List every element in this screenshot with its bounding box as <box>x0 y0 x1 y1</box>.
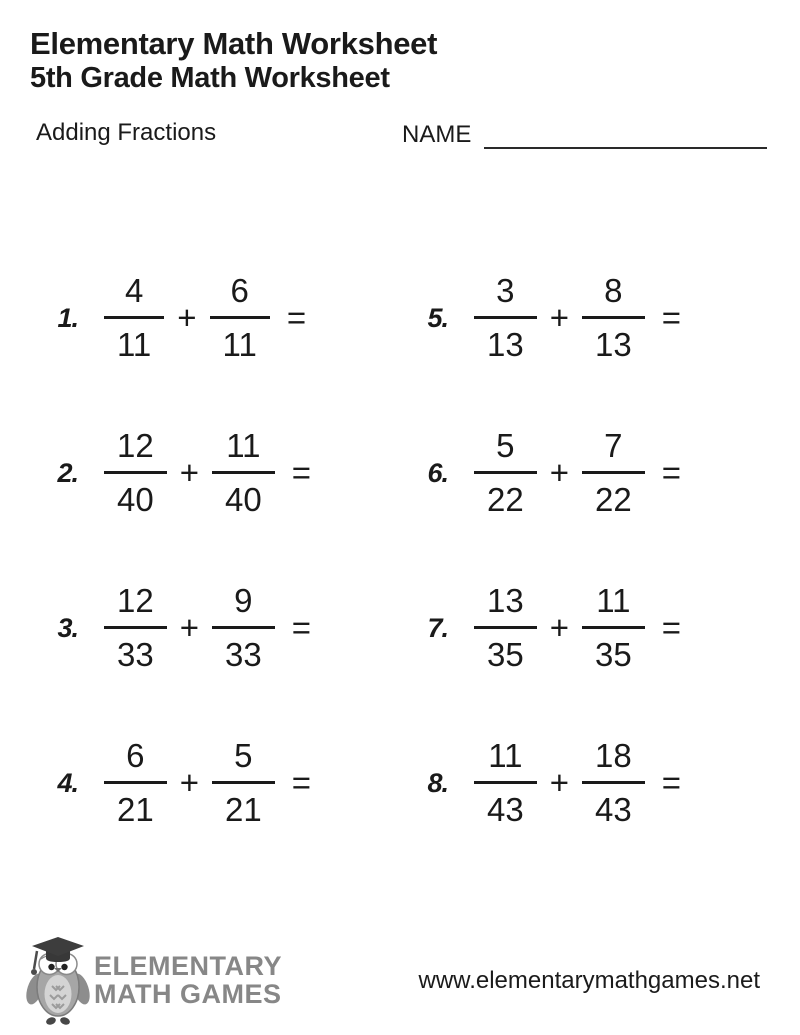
fraction-2 <box>212 579 275 677</box>
problem-1 <box>36 266 406 371</box>
fraction-numerator: 12 <box>104 579 167 629</box>
equals-sign: = <box>661 764 681 802</box>
fraction-2 <box>582 424 645 522</box>
fraction-numerator: 3 <box>474 269 537 319</box>
problem-number: 8. <box>427 767 448 798</box>
fraction-1 <box>474 269 537 367</box>
fraction-denominator: 35 <box>595 636 632 674</box>
fraction-denominator: 11 <box>222 326 257 364</box>
page-title: Elementary Math Worksheet <box>30 26 438 61</box>
fraction-numerator: 12 <box>104 424 167 474</box>
plus-sign: + <box>179 454 199 492</box>
page-subtitle: 5th Grade Math Worksheet <box>30 61 390 94</box>
problem-2 <box>36 421 406 526</box>
fraction-denominator: 43 <box>487 791 524 829</box>
fraction-denominator: 21 <box>117 791 154 829</box>
logo-text-line2: MATH GAMES <box>94 979 282 1009</box>
fraction-2 <box>582 579 645 677</box>
fraction-numerator: 13 <box>474 579 537 629</box>
fraction-denominator: 11 <box>117 326 152 364</box>
problem-5 <box>406 266 800 371</box>
worksheet-footer <box>26 933 760 1027</box>
worksheet-topic: Adding Fractions <box>36 118 217 146</box>
fraction-numerator: 7 <box>582 424 645 474</box>
plus-sign: + <box>549 609 569 647</box>
fraction-numerator: 6 <box>210 269 270 319</box>
fraction-denominator: 43 <box>595 791 632 829</box>
fraction-1 <box>474 424 537 522</box>
problem-number: 7. <box>427 612 448 643</box>
fraction-2 <box>212 424 275 522</box>
equals-sign: = <box>291 764 311 802</box>
fraction-denominator: 13 <box>595 326 632 364</box>
problem-number: 3. <box>57 612 78 643</box>
plus-sign: + <box>549 299 569 337</box>
plus-sign: + <box>177 299 197 337</box>
problem-number: 6. <box>427 457 448 488</box>
fraction-numerator: 8 <box>582 269 645 319</box>
name-blank-line <box>484 123 767 149</box>
plus-sign: + <box>549 454 569 492</box>
fraction-1 <box>474 579 537 677</box>
worksheet-header <box>0 0 800 153</box>
problem-8 <box>406 731 800 836</box>
fraction-numerator: 4 <box>104 269 164 319</box>
equals-sign: = <box>661 299 681 337</box>
plus-sign: + <box>179 764 199 802</box>
equals-sign: = <box>286 299 307 337</box>
plus-sign: + <box>179 609 199 647</box>
fraction-numerator: 18 <box>582 734 645 784</box>
fraction-2 <box>582 734 645 832</box>
elementary-math-games-logo <box>26 933 282 1027</box>
problem-number: 4. <box>57 767 78 798</box>
plus-sign: + <box>549 764 569 802</box>
fraction-denominator: 21 <box>225 791 262 829</box>
fraction-denominator: 33 <box>117 636 154 674</box>
fraction-denominator: 35 <box>487 636 524 674</box>
fraction-numerator: 6 <box>104 734 167 784</box>
fraction-1 <box>474 734 537 832</box>
fraction-denominator: 40 <box>117 481 154 519</box>
problem-number: 1. <box>57 302 78 333</box>
equals-sign: = <box>661 454 681 492</box>
problem-list <box>0 266 800 836</box>
fraction-2 <box>582 269 645 367</box>
equals-sign: = <box>291 609 311 647</box>
fraction-1 <box>104 269 164 367</box>
problem-4 <box>36 731 406 836</box>
fraction-numerator: 11 <box>212 424 275 474</box>
fraction-numerator: 11 <box>582 579 645 629</box>
topic-row <box>30 119 770 153</box>
fraction-1 <box>104 579 167 677</box>
fraction-denominator: 33 <box>225 636 262 674</box>
fraction-numerator: 5 <box>474 424 537 474</box>
fraction-1 <box>104 734 167 832</box>
fraction-numerator: 5 <box>212 734 275 784</box>
problem-6 <box>406 421 800 526</box>
name-group <box>402 121 767 149</box>
fraction-numerator: 11 <box>474 734 537 784</box>
problem-number: 5. <box>427 302 448 333</box>
fraction-denominator: 22 <box>595 481 632 519</box>
equals-sign: = <box>291 454 311 492</box>
problem-7 <box>406 576 800 681</box>
fraction-1 <box>104 424 167 522</box>
name-label: NAME <box>402 120 472 148</box>
fraction-denominator: 40 <box>225 481 262 519</box>
fraction-2 <box>212 734 275 832</box>
fraction-numerator: 9 <box>212 579 275 629</box>
problem-3 <box>36 576 406 681</box>
fraction-denominator: 22 <box>487 481 524 519</box>
problem-number: 2. <box>57 457 78 488</box>
fraction-2 <box>210 269 270 367</box>
logo-text-line1: ELEMENTARY <box>94 950 283 981</box>
owl-graduate-icon <box>26 933 90 1027</box>
fraction-denominator: 13 <box>487 326 524 364</box>
website-url: www.elementarymathgames.net <box>418 967 760 994</box>
logo-wordmark <box>94 952 282 1009</box>
equals-sign: = <box>661 609 681 647</box>
